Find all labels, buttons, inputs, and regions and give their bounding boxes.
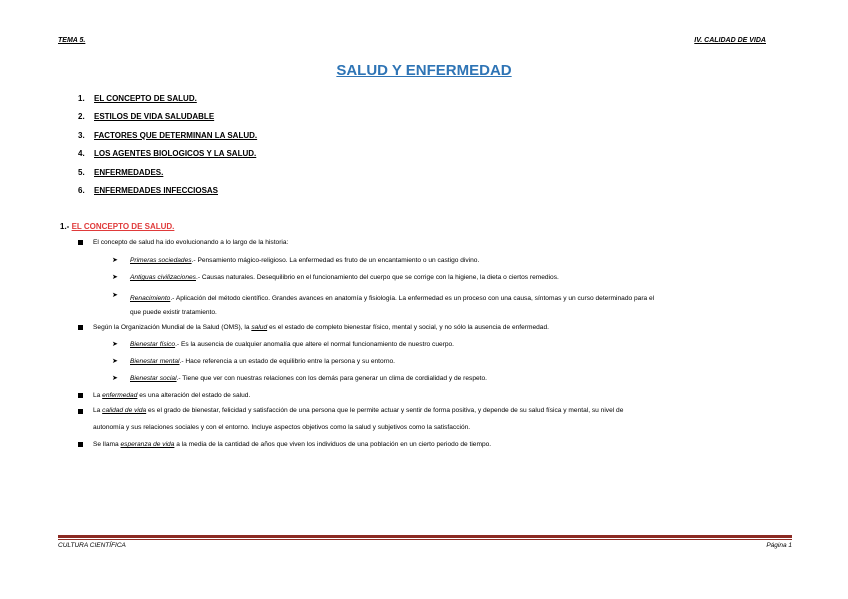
bullet-text: El concepto de salud ha ido evolucionando a lo largo de la historia: bbox=[93, 239, 289, 246]
toc-item[interactable]: 4. LOS AGENTES BIOLOGICOS Y LA SALUD. bbox=[78, 149, 257, 159]
bullet-square-icon bbox=[78, 442, 83, 447]
document-title: SALUD Y ENFERMEDAD bbox=[336, 62, 512, 79]
arrow-bullet-icon: ➤ bbox=[112, 341, 118, 348]
toc-item[interactable]: 2. ESTILOS DE VIDA SALUDABLE bbox=[78, 112, 215, 122]
bullet-square-icon bbox=[78, 240, 83, 245]
section-heading: 1.- EL CONCEPTO DE SALUD. bbox=[60, 222, 175, 231]
bullet-square-icon bbox=[78, 393, 83, 398]
sub-bullet-text: Bienestar físico.- Es la ausencia de cualquier anomalía que altere el normal funcionamiento de nuestro cuerpo. bbox=[130, 341, 455, 348]
sub-bullet-text: Renacimiento.- Aplicación del método científico. Grandes avances en anatomía y fisiología. La enfermedad es un proceso con una causa, síntomas y un curso determinado para el bbox=[130, 295, 655, 302]
bullet-text-cont: autonomía y sus relaciones sociales y con el entorno. Incluye aspectos objetivos como la salud y subjetivos como la satisfacción. bbox=[93, 424, 471, 431]
bullet-square-icon bbox=[78, 409, 83, 414]
bullet-text: La calidad de vida es el grado de bienestar, felicidad y satisfacción de una persona que le permite actuar y sentir de forma positiva, y depende de su salud física y mental, su nivel de bbox=[93, 407, 624, 414]
table-of-contents bbox=[78, 94, 257, 204]
footer-left: CULTURA CIENTÍFICA bbox=[58, 542, 126, 549]
arrow-bullet-icon: ➤ bbox=[112, 292, 118, 299]
footer-rule-thick bbox=[58, 535, 792, 538]
footer-rule-thin bbox=[58, 539, 792, 540]
sub-bullet-text: Bienestar mental.- Hace referencia a un estado de equilibrio entre la persona y su entorno. bbox=[130, 358, 396, 365]
toc-item[interactable]: 6. ENFERMEDADES INFECCIOSAS bbox=[78, 185, 219, 195]
arrow-bullet-icon: ➤ bbox=[112, 358, 118, 365]
sub-bullet-text: Primeras sociedades.- Pensamiento mágico-religioso. La enfermedad es fruto de un encantamiento o un castigo divino. bbox=[130, 257, 480, 264]
bullet-text: Según la Organización Mundial de la Salud (OMS), la salud es el estado de completo bienestar físico, mental y social, y no sólo la ausencia de enfermedad. bbox=[93, 324, 549, 331]
footer-page-number: Página 1 bbox=[766, 542, 792, 549]
toc-item[interactable]: 3. FACTORES QUE DETERMINAN LA SALUD. bbox=[78, 130, 258, 140]
bullet-text: La enfermedad es una alteración del estado de salud. bbox=[93, 392, 251, 399]
arrow-bullet-icon: ➤ bbox=[112, 257, 118, 264]
arrow-bullet-icon: ➤ bbox=[112, 274, 118, 281]
sub-bullet-text: Bienestar social.- Tiene que ver con nuestras relaciones con los demás para generar un clima de cordialidad y de respeto. bbox=[130, 375, 487, 382]
sub-bullet-text-cont: que puede existir tratamiento. bbox=[130, 309, 217, 316]
bullet-square-icon bbox=[78, 325, 83, 330]
toc-item[interactable]: 5. ENFERMEDADES. bbox=[78, 167, 164, 177]
sub-bullet-text: Antiguas civilizaciones.- Causas naturales. Desequilibrio en el funcionamiento del cuerpo que se corrige con la higiene, la dieta o ciertos remedios. bbox=[130, 274, 559, 281]
header-right: IV. CALIDAD DE VIDA bbox=[694, 37, 766, 44]
bullet-text: Se llama esperanza de vida a la media de la cantidad de años que viven los individuos de una población en un cierto periodo de tiempo. bbox=[93, 441, 492, 448]
arrow-bullet-icon: ➤ bbox=[112, 375, 118, 382]
toc-item[interactable]: 1. EL CONCEPTO DE SALUD. bbox=[78, 94, 197, 103]
header-left: TEMA 5. bbox=[58, 37, 86, 44]
